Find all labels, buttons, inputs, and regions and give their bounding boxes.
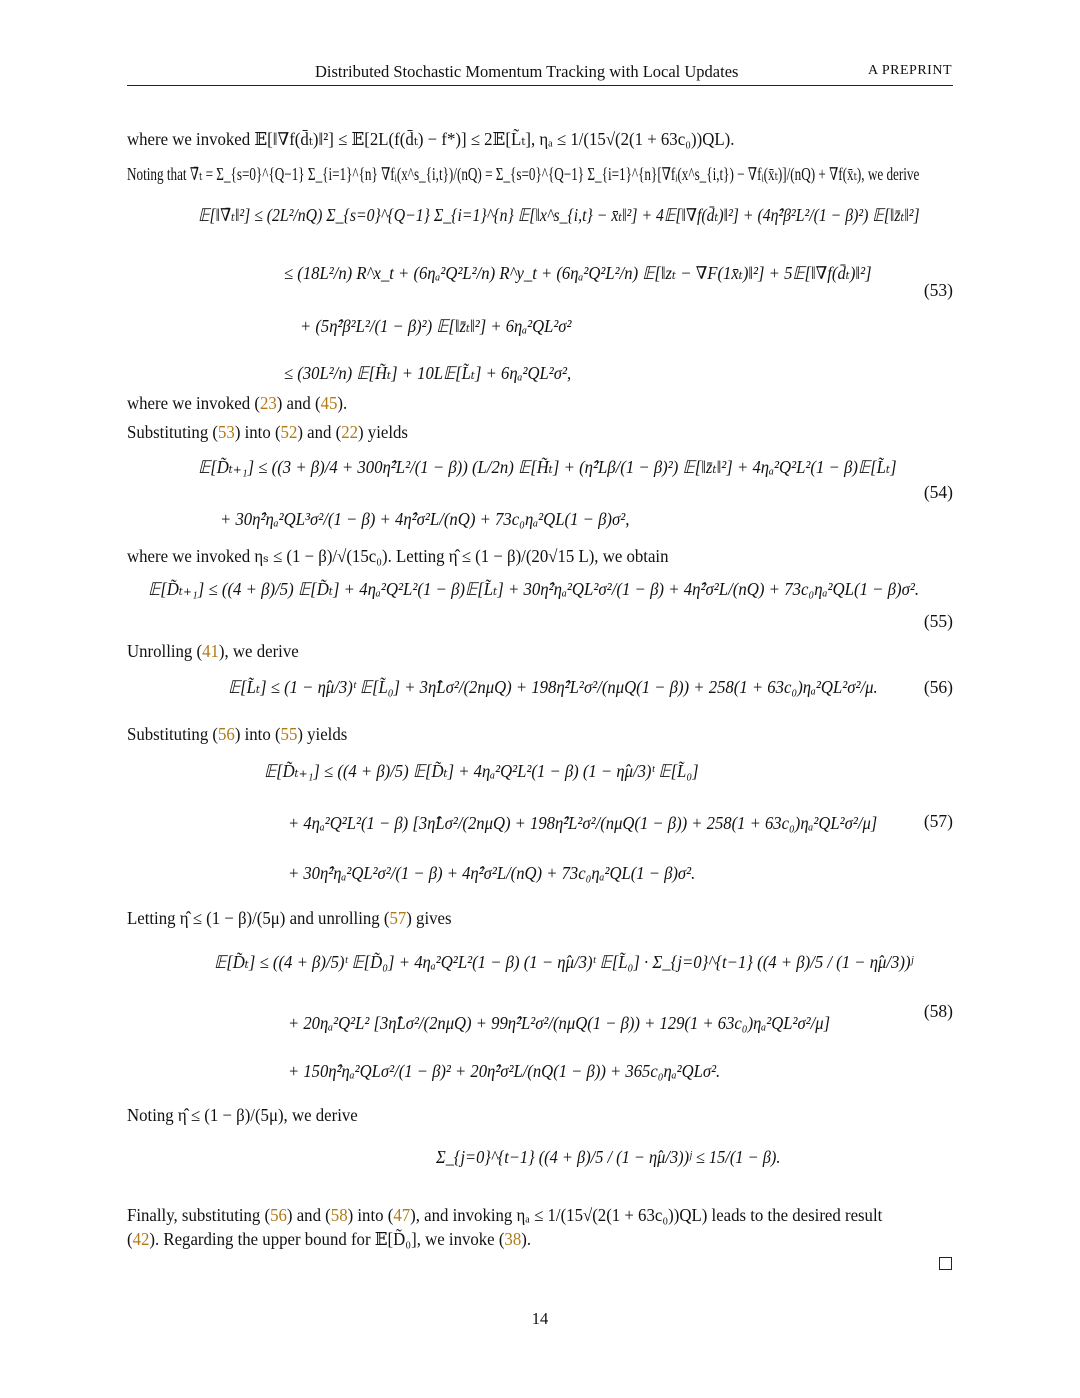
equation-line: 𝔼[‖∇̄ₜ‖²] ≤ (2L²/nQ) Σ_{s=0}^{Q−1} Σ_{i=1}^{n} 𝔼[‖x^s_{i,t} − x̄ₜ‖²] + 4𝔼[‖∇f(d̄ₜ)‖²] + (4η̂²β²L²/(1 − β)²) 𝔼[‖z̄ₜ‖²] <box>198 205 920 225</box>
equation-line: ≤ (30L²/n) 𝔼[H̃ₜ] + 10L𝔼[L̃ₜ] + 6ηₐ²QL²σ², <box>284 363 572 383</box>
text-line: where we invoked ηₛ ≤ (1 − β)/√(15c₀). Letting η̂ ≤ (1 − β)/(20√15 L), we obtain <box>127 546 669 566</box>
equation-ref-link[interactable]: 55 <box>280 724 298 744</box>
page-number: 14 <box>531 1309 549 1328</box>
equation-ref-link[interactable]: 57 <box>389 908 407 928</box>
equation-number: (55) <box>923 611 953 631</box>
equation-number: (58) <box>923 1001 953 1021</box>
equation-ref-link[interactable]: 53 <box>218 422 235 442</box>
equation-line: + 30η̂²ηₐ²QL²σ²/(1 − β) + 4η̂²σ²L/(nQ) + 73c₀ηₐ²QL(1 − β)σ². <box>288 863 696 883</box>
equation-line: 𝔼[D̃ₜ₊₁] ≤ ((3 + β)/4 + 300η̂²L²/(1 − β)) (L/2n) 𝔼[H̃ₜ] + (η̂²Lβ/(1 − β)²) 𝔼[‖z̄ₜ‖²] + 4ηₐ²Q²L²(1 − β)𝔼[L̃ₜ] <box>198 457 897 477</box>
equation-line: + 150η̂²ηₐ²QLσ²/(1 − β)² + 20η̂²σ²L/(nQ(1 − β)) + 365c₀ηₐ²QLσ². <box>288 1061 721 1081</box>
qed-square <box>939 1257 952 1270</box>
text-line: Substituting (53) into (52) and (22) yields <box>127 422 408 442</box>
equation-number: (57) <box>923 811 953 831</box>
text-line: where we invoked (23) and (45). <box>127 393 348 413</box>
equation-line: ≤ (18L²/n) R^x_t + (6ηₐ²Q²L²/n) R^y_t + (6ηₐ²Q²L²/n) 𝔼[‖zₜ − ∇F(1x̄ₜ)‖²] + 5𝔼[‖∇f(d̄ₜ)‖²] <box>284 263 872 283</box>
running-header-label: A PREPRINT <box>868 63 952 78</box>
equation-ref-link[interactable]: 45 <box>320 393 338 413</box>
equation-line: 𝔼[D̃ₜ₊₁] ≤ ((4 + β)/5) 𝔼[D̃ₜ] + 4ηₐ²Q²L²(1 − β) (1 − η̂μ/3)ᵗ 𝔼[L̃₀] <box>264 761 699 781</box>
equation-ref-link[interactable]: 22 <box>341 422 359 442</box>
text-line: where we invoked 𝔼[‖∇f(d̄ₜ)‖²] ≤ 𝔼[2L(f(d̄ₜ) − f*)] ≤ 2𝔼[L̃ₜ], ηₐ ≤ 1/(15√(2(1 + 63c₀))QL). <box>127 129 735 149</box>
text-line: Substituting (56) into (55) yields <box>127 724 348 744</box>
text-line: Letting η̂ ≤ (1 − β)/(5μ) and unrolling (57) gives <box>127 908 452 928</box>
text-line: Finally, substituting (56) and (58) into (47), and invoking ηₐ ≤ 1/(15√(2(1 + 63c₀))QL) leads to the desired result <box>127 1205 883 1225</box>
equation-line: 𝔼[D̃ₜ] ≤ ((4 + β)/5)ᵗ 𝔼[D̃₀] + 4ηₐ²Q²L²(1 − β) (1 − η̂μ/3)ᵗ 𝔼[L̃₀] · Σ_{j=0}^{t−1} ((4 + β)/5 / (1 − η̂μ/3))ʲ <box>214 952 914 972</box>
text-line: (42). Regarding the upper bound for 𝔼[D̃₀], we invoke (38). <box>127 1229 532 1249</box>
equation-ref-link[interactable]: 56 <box>270 1205 287 1225</box>
equation-ref-link[interactable]: 41 <box>202 641 219 661</box>
equation-line: Σ_{j=0}^{t−1} ((4 + β)/5 / (1 − η̂μ/3))ʲ ≤ 15/(1 − β). <box>436 1147 781 1167</box>
equation-ref-link[interactable]: 38 <box>504 1229 522 1249</box>
equation-line: + 30η̂²ηₐ²QL³σ²/(1 − β) + 4η̂²σ²L/(nQ) + 73c₀ηₐ²QL(1 − β)σ², <box>220 509 630 529</box>
equation-ref-link[interactable]: 56 <box>218 724 235 744</box>
equation-ref-link[interactable]: 52 <box>280 422 298 442</box>
equation-ref-link[interactable]: 23 <box>259 393 277 413</box>
running-header-title: Distributed Stochastic Momentum Tracking with Local Updates <box>315 62 739 81</box>
equation-ref-link[interactable]: 47 <box>393 1205 411 1225</box>
equation-line: + (5η̂²β²L²/(1 − β)²) 𝔼[‖z̄ₜ‖²] + 6ηₐ²QL²σ² <box>300 316 572 336</box>
equation-line: 𝔼[D̃ₜ₊₁] ≤ ((4 + β)/5) 𝔼[D̃ₜ] + 4ηₐ²Q²L²(1 − β)𝔼[L̃ₜ] + 30η̂²ηₐ²QL²σ²/(1 − β) + 4η̂²σ²L/(nQ) + 73c₀ηₐ²QL(1 − β)σ². <box>148 579 920 599</box>
equation-line: 𝔼[L̃ₜ] ≤ (1 − η̂μ/3)ᵗ 𝔼[L̃₀] + 3η̂Lσ²/(2nμQ) + 198η̂²L²σ²/(nμQ(1 − β)) + 258(1 + 63c₀)ηₐ²QL²σ²/μ. <box>228 677 878 697</box>
equation-number: (56) <box>923 677 953 697</box>
equation-ref-link[interactable]: 42 <box>132 1229 150 1249</box>
header-rule <box>127 85 953 86</box>
equation-number: (53) <box>923 280 953 300</box>
equation-number: (54) <box>923 482 953 502</box>
text-line: Noting η̂ ≤ (1 − β)/(5μ), we derive <box>127 1105 358 1125</box>
equation-line: + 20ηₐ²Q²L² [3η̂Lσ²/(2nμQ) + 99η̂²L²σ²/(nμQ(1 − β)) + 129(1 + 63c₀)ηₐ²QL²σ²/μ] <box>288 1013 831 1033</box>
text-line: Noting that ∇̄ₜ = Σ_{s=0}^{Q−1} Σ_{i=1}^{n} ∇fᵢ(x^s_{i,t})/(nQ) = Σ_{s=0}^{Q−1} Σ_{i=1}^{n}[∇fᵢ(x^s_{i,t}) − ∇fᵢ(x̄ₜ)]/(nQ) + ∇f(x̄ₜ), we derive <box>127 164 920 184</box>
text-line: Unrolling (41), we derive <box>127 641 299 661</box>
equation-ref-link[interactable]: 58 <box>330 1205 348 1225</box>
equation-line: + 4ηₐ²Q²L²(1 − β) [3η̂Lσ²/(2nμQ) + 198η̂²L²σ²/(nμQ(1 − β)) + 258(1 + 63c₀)ηₐ²QL²σ²/μ] <box>288 813 878 833</box>
